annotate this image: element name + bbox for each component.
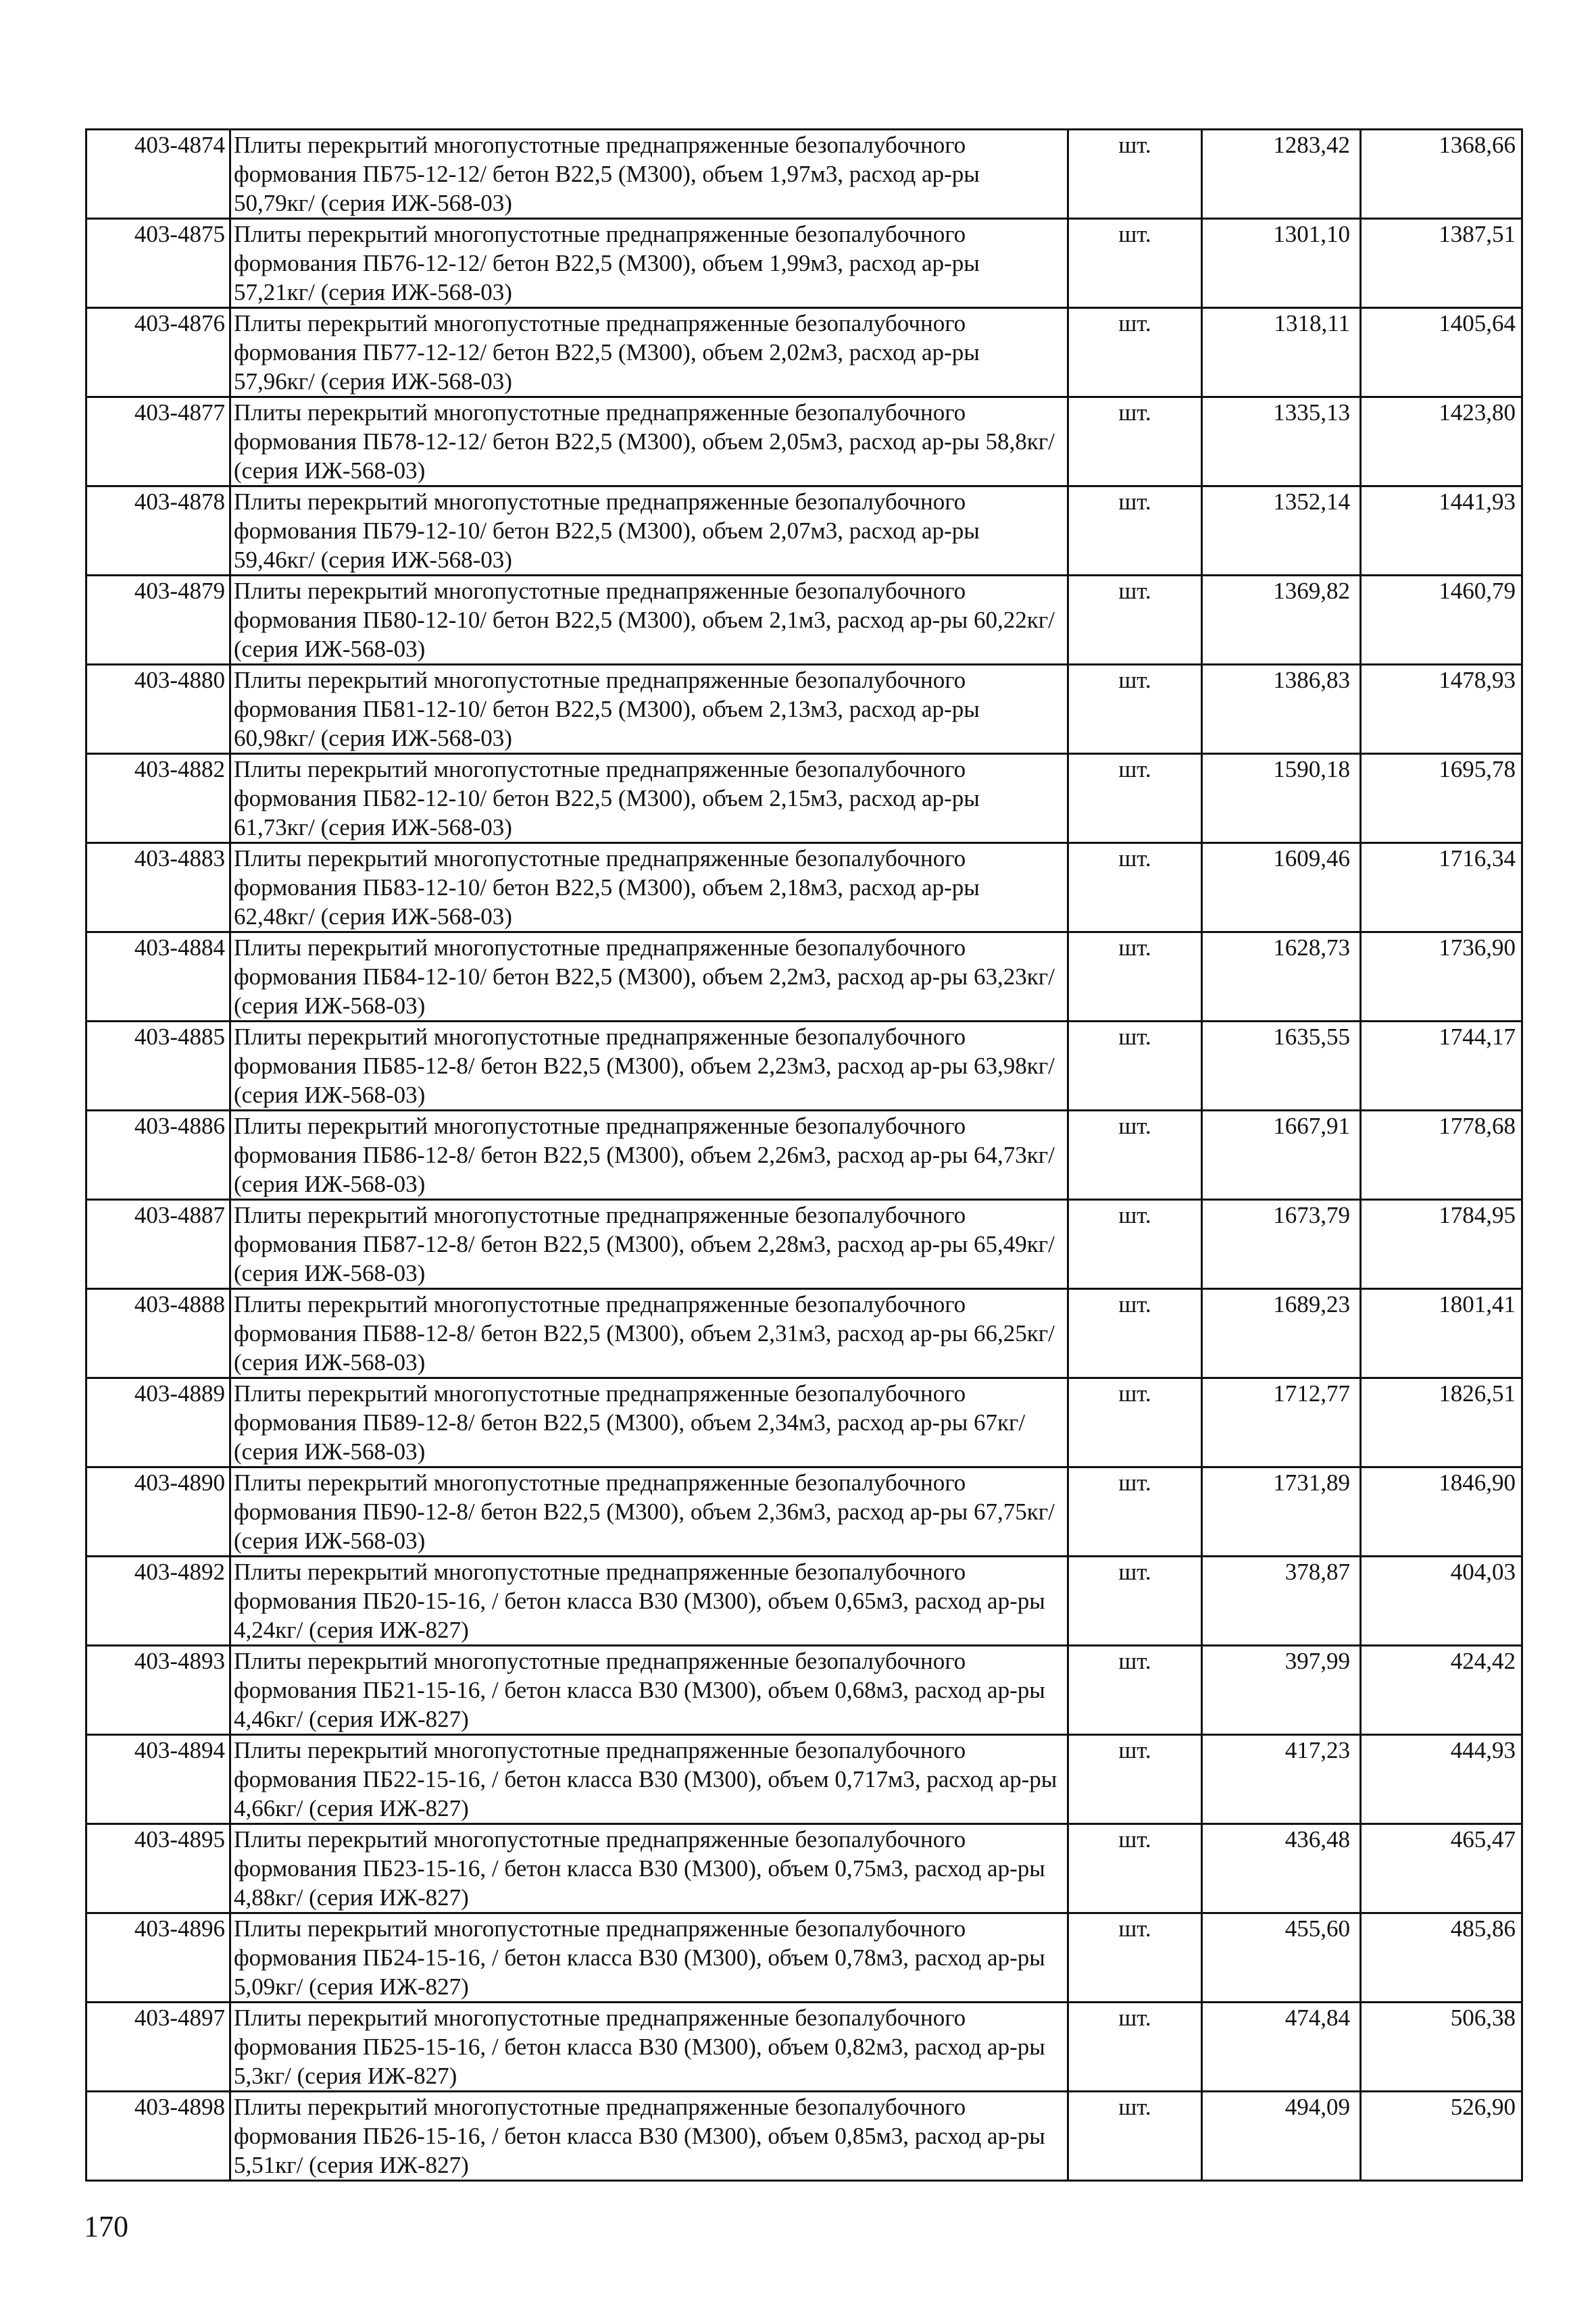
item-unit: шт. — [1068, 1111, 1202, 1200]
item-price-1: 1689,23 — [1202, 1289, 1361, 1378]
item-description: Плиты перекрытий многопустотные преднапряженные безопалубочного формования ПБ82-12-10/ бетон В22,5 (М300), объем 2,15м3, расход ар-ры 61,73кг/ (серия ИЖ-568-03) — [230, 754, 1068, 843]
table-row — [86, 754, 1522, 843]
table-row — [86, 1557, 1522, 1646]
item-price-2: 1368,66 — [1361, 130, 1522, 219]
item-price-2: 1441,93 — [1361, 486, 1522, 576]
item-description: Плиты перекрытий многопустотные преднапряженные безопалубочного формования ПБ76-12-12/ бетон В22,5 (М300), объем 1,99м3, расход ар-ры 57,21кг/ (серия ИЖ-568-03) — [230, 219, 1068, 308]
item-code: 403-4897 — [86, 2003, 230, 2092]
table-row — [86, 576, 1522, 665]
item-description: Плиты перекрытий многопустотные преднапряженные безопалубочного формования ПБ90-12-8/ бетон В22,5 (М300), объем 2,36м3, расход ар-ры 67,75кг/ (серия ИЖ-568-03) — [230, 1467, 1068, 1557]
item-description: Плиты перекрытий многопустотные преднапряженные безопалубочного формования ПБ81-12-10/ бетон В22,5 (М300), объем 2,13м3, расход ар-ры 60,98кг/ (серия ИЖ-568-03) — [230, 665, 1068, 754]
item-price-1: 1673,79 — [1202, 1200, 1361, 1289]
item-description: Плиты перекрытий многопустотные преднапряженные безопалубочного формования ПБ85-12-8/ бетон В22,5 (М300), объем 2,23м3, расход ар-ры 63,98кг/ (серия ИЖ-568-03) — [230, 1022, 1068, 1111]
item-code: 403-4893 — [86, 1646, 230, 1735]
item-description: Плиты перекрытий многопустотные преднапряженные безопалубочного формования ПБ26-15-16, / бетон класса В30 (М300), объем 0,85м3, расход ар-ры 5,51кг/ (серия ИЖ-827) — [230, 2092, 1068, 2181]
item-price-1: 1667,91 — [1202, 1111, 1361, 1200]
item-description: Плиты перекрытий многопустотные преднапряженные безопалубочного формования ПБ80-12-10/ бетон В22,5 (М300), объем 2,1м3, расход ар-ры 60,22кг/ (серия ИЖ-568-03) — [230, 576, 1068, 665]
item-price-2: 1801,41 — [1361, 1289, 1522, 1378]
item-unit: шт. — [1068, 1378, 1202, 1467]
item-price-2: 485,86 — [1361, 1913, 1522, 2003]
item-code: 403-4894 — [86, 1735, 230, 1824]
item-code: 403-4879 — [86, 576, 230, 665]
item-price-1: 474,84 — [1202, 2003, 1361, 2092]
item-code: 403-4874 — [86, 130, 230, 219]
table-row — [86, 308, 1522, 397]
item-price-2: 424,42 — [1361, 1646, 1522, 1735]
item-price-1: 1731,89 — [1202, 1467, 1361, 1557]
item-price-2: 1826,51 — [1361, 1378, 1522, 1467]
item-price-1: 1335,13 — [1202, 397, 1361, 486]
table-row — [86, 1467, 1522, 1557]
table-row — [86, 1913, 1522, 2003]
item-code: 403-4880 — [86, 665, 230, 754]
table-row — [86, 1824, 1522, 1913]
item-price-2: 1405,64 — [1361, 308, 1522, 397]
item-code: 403-4878 — [86, 486, 230, 576]
item-description: Плиты перекрытий многопустотные преднапряженные безопалубочного формования ПБ21-15-16, / бетон класса В30 (М300), объем 0,68м3, расход ар-ры 4,46кг/ (серия ИЖ-827) — [230, 1646, 1068, 1735]
item-description: Плиты перекрытий многопустотные преднапряженные безопалубочного формования ПБ84-12-10/ бетон В22,5 (М300), объем 2,2м3, расход ар-ры 63,23кг/ (серия ИЖ-568-03) — [230, 932, 1068, 1022]
page-number: 170 — [84, 2210, 128, 2243]
item-unit: шт. — [1068, 1557, 1202, 1646]
table-row — [86, 397, 1522, 486]
item-price-1: 1283,42 — [1202, 130, 1361, 219]
item-unit: шт. — [1068, 754, 1202, 843]
table-row — [86, 843, 1522, 932]
item-price-1: 1590,18 — [1202, 754, 1361, 843]
item-price-1: 1635,55 — [1202, 1022, 1361, 1111]
item-price-2: 506,38 — [1361, 2003, 1522, 2092]
item-description: Плиты перекрытий многопустотные преднапряженные безопалубочного формования ПБ79-12-10/ бетон В22,5 (М300), объем 2,07м3, расход ар-ры 59,46кг/ (серия ИЖ-568-03) — [230, 486, 1068, 576]
table-row — [86, 486, 1522, 576]
item-description: Плиты перекрытий многопустотные преднапряженные безопалубочного формования ПБ86-12-8/ бетон В22,5 (М300), объем 2,26м3, расход ар-ры 64,73кг/ (серия ИЖ-568-03) — [230, 1111, 1068, 1200]
table-row — [86, 1378, 1522, 1467]
item-code: 403-4886 — [86, 1111, 230, 1200]
item-price-1: 417,23 — [1202, 1735, 1361, 1824]
item-unit: шт. — [1068, 2092, 1202, 2181]
item-description: Плиты перекрытий многопустотные преднапряженные безопалубочного формования ПБ24-15-16, / бетон класса В30 (М300), объем 0,78м3, расход ар-ры 5,09кг/ (серия ИЖ-827) — [230, 1913, 1068, 2003]
item-description: Плиты перекрытий многопустотные преднапряженные безопалубочного формования ПБ77-12-12/ бетон В22,5 (М300), объем 2,02м3, расход ар-ры 57,96кг/ (серия ИЖ-568-03) — [230, 308, 1068, 397]
item-unit: шт. — [1068, 1467, 1202, 1557]
item-price-2: 1744,17 — [1361, 1022, 1522, 1111]
item-price-2: 1778,68 — [1361, 1111, 1522, 1200]
item-price-2: 1387,51 — [1361, 219, 1522, 308]
item-unit: шт. — [1068, 665, 1202, 754]
item-description: Плиты перекрытий многопустотные преднапряженные безопалубочного формования ПБ25-15-16, / бетон класса В30 (М300), объем 0,82м3, расход ар-ры 5,3кг/ (серия ИЖ-827) — [230, 2003, 1068, 2092]
item-unit: шт. — [1068, 576, 1202, 665]
item-price-1: 1628,73 — [1202, 932, 1361, 1022]
table-row — [86, 2003, 1522, 2092]
item-price-1: 1712,77 — [1202, 1378, 1361, 1467]
item-price-1: 455,60 — [1202, 1913, 1361, 2003]
table-row — [86, 932, 1522, 1022]
item-price-2: 1716,34 — [1361, 843, 1522, 932]
item-price-2: 1423,80 — [1361, 397, 1522, 486]
item-price-2: 1784,95 — [1361, 1200, 1522, 1289]
item-unit: шт. — [1068, 1824, 1202, 1913]
table-row — [86, 130, 1522, 219]
item-description: Плиты перекрытий многопустотные преднапряженные безопалубочного формования ПБ23-15-16, / бетон класса В30 (М300), объем 0,75м3, расход ар-ры 4,88кг/ (серия ИЖ-827) — [230, 1824, 1068, 1913]
item-description: Плиты перекрытий многопустотные преднапряженные безопалубочного формования ПБ83-12-10/ бетон В22,5 (М300), объем 2,18м3, расход ар-ры 62,48кг/ (серия ИЖ-568-03) — [230, 843, 1068, 932]
item-price-1: 1369,82 — [1202, 576, 1361, 665]
item-price-1: 494,09 — [1202, 2092, 1361, 2181]
item-unit: шт. — [1068, 130, 1202, 219]
item-price-2: 465,47 — [1361, 1824, 1522, 1913]
item-unit: шт. — [1068, 2003, 1202, 2092]
table-row — [86, 1111, 1522, 1200]
item-code: 403-4884 — [86, 932, 230, 1022]
item-code: 403-4890 — [86, 1467, 230, 1557]
item-price-1: 436,48 — [1202, 1824, 1361, 1913]
item-code: 403-4875 — [86, 219, 230, 308]
item-price-1: 1386,83 — [1202, 665, 1361, 754]
item-code: 403-4877 — [86, 397, 230, 486]
table-row — [86, 219, 1522, 308]
item-unit: шт. — [1068, 308, 1202, 397]
item-price-2: 1736,90 — [1361, 932, 1522, 1022]
table-row — [86, 2092, 1522, 2181]
item-price-2: 1695,78 — [1361, 754, 1522, 843]
item-price-1: 1609,46 — [1202, 843, 1361, 932]
price-table-body — [86, 130, 1522, 2181]
item-unit: шт. — [1068, 1913, 1202, 2003]
table-row — [86, 1646, 1522, 1735]
item-description: Плиты перекрытий многопустотные преднапряженные безопалубочного формования ПБ89-12-8/ бетон В22,5 (М300), объем 2,34м3, расход ар-ры 67кг/ (серия ИЖ-568-03) — [230, 1378, 1068, 1467]
item-code: 403-4896 — [86, 1913, 230, 2003]
item-description: Плиты перекрытий многопустотные преднапряженные безопалубочного формования ПБ87-12-8/ бетон В22,5 (М300), объем 2,28м3, расход ар-ры 65,49кг/ (серия ИЖ-568-03) — [230, 1200, 1068, 1289]
item-description: Плиты перекрытий многопустотные преднапряженные безопалубочного формования ПБ22-15-16, / бетон класса В30 (М300), объем 0,717м3, расход ар-ры 4,66кг/ (серия ИЖ-827) — [230, 1735, 1068, 1824]
item-unit: шт. — [1068, 1022, 1202, 1111]
item-price-2: 1460,79 — [1361, 576, 1522, 665]
item-unit: шт. — [1068, 219, 1202, 308]
table-row — [86, 1022, 1522, 1111]
item-price-1: 1352,14 — [1202, 486, 1361, 576]
item-price-2: 1846,90 — [1361, 1467, 1522, 1557]
item-description: Плиты перекрытий многопустотные преднапряженные безопалубочного формования ПБ88-12-8/ бетон В22,5 (М300), объем 2,31м3, расход ар-ры 66,25кг/ (серия ИЖ-568-03) — [230, 1289, 1068, 1378]
item-price-1: 1301,10 — [1202, 219, 1361, 308]
item-code: 403-4876 — [86, 308, 230, 397]
item-price-2: 1478,93 — [1361, 665, 1522, 754]
item-code: 403-4887 — [86, 1200, 230, 1289]
item-description: Плиты перекрытий многопустотные преднапряженные безопалубочного формования ПБ75-12-12/ бетон В22,5 (М300), объем 1,97м3, расход ар-ры 50,79кг/ (серия ИЖ-568-03) — [230, 130, 1068, 219]
item-description: Плиты перекрытий многопустотные преднапряженные безопалубочного формования ПБ20-15-16, / бетон класса В30 (М300), объем 0,65м3, расход ар-ры 4,24кг/ (серия ИЖ-827) — [230, 1557, 1068, 1646]
item-code: 403-4883 — [86, 843, 230, 932]
item-unit: шт. — [1068, 1200, 1202, 1289]
item-code: 403-4898 — [86, 2092, 230, 2181]
item-price-1: 378,87 — [1202, 1557, 1361, 1646]
item-code: 403-4882 — [86, 754, 230, 843]
item-price-2: 444,93 — [1361, 1735, 1522, 1824]
item-description: Плиты перекрытий многопустотные преднапряженные безопалубочного формования ПБ78-12-12/ бетон В22,5 (М300), объем 2,05м3, расход ар-ры 58,8кг/ (серия ИЖ-568-03) — [230, 397, 1068, 486]
item-price-2: 526,90 — [1361, 2092, 1522, 2181]
item-code: 403-4889 — [86, 1378, 230, 1467]
item-code: 403-4885 — [86, 1022, 230, 1111]
item-unit: шт. — [1068, 1735, 1202, 1824]
table-row — [86, 665, 1522, 754]
item-price-1: 397,99 — [1202, 1646, 1361, 1735]
item-code: 403-4892 — [86, 1557, 230, 1646]
item-code: 403-4895 — [86, 1824, 230, 1913]
item-unit: шт. — [1068, 397, 1202, 486]
item-unit: шт. — [1068, 843, 1202, 932]
item-price-1: 1318,11 — [1202, 308, 1361, 397]
item-code: 403-4888 — [86, 1289, 230, 1378]
table-row — [86, 1200, 1522, 1289]
table-row — [86, 1289, 1522, 1378]
item-unit: шт. — [1068, 1646, 1202, 1735]
item-unit: шт. — [1068, 486, 1202, 576]
table-row — [86, 1735, 1522, 1824]
item-unit: шт. — [1068, 1289, 1202, 1378]
item-unit: шт. — [1068, 932, 1202, 1022]
item-price-2: 404,03 — [1361, 1557, 1522, 1646]
price-table — [85, 128, 1523, 2182]
